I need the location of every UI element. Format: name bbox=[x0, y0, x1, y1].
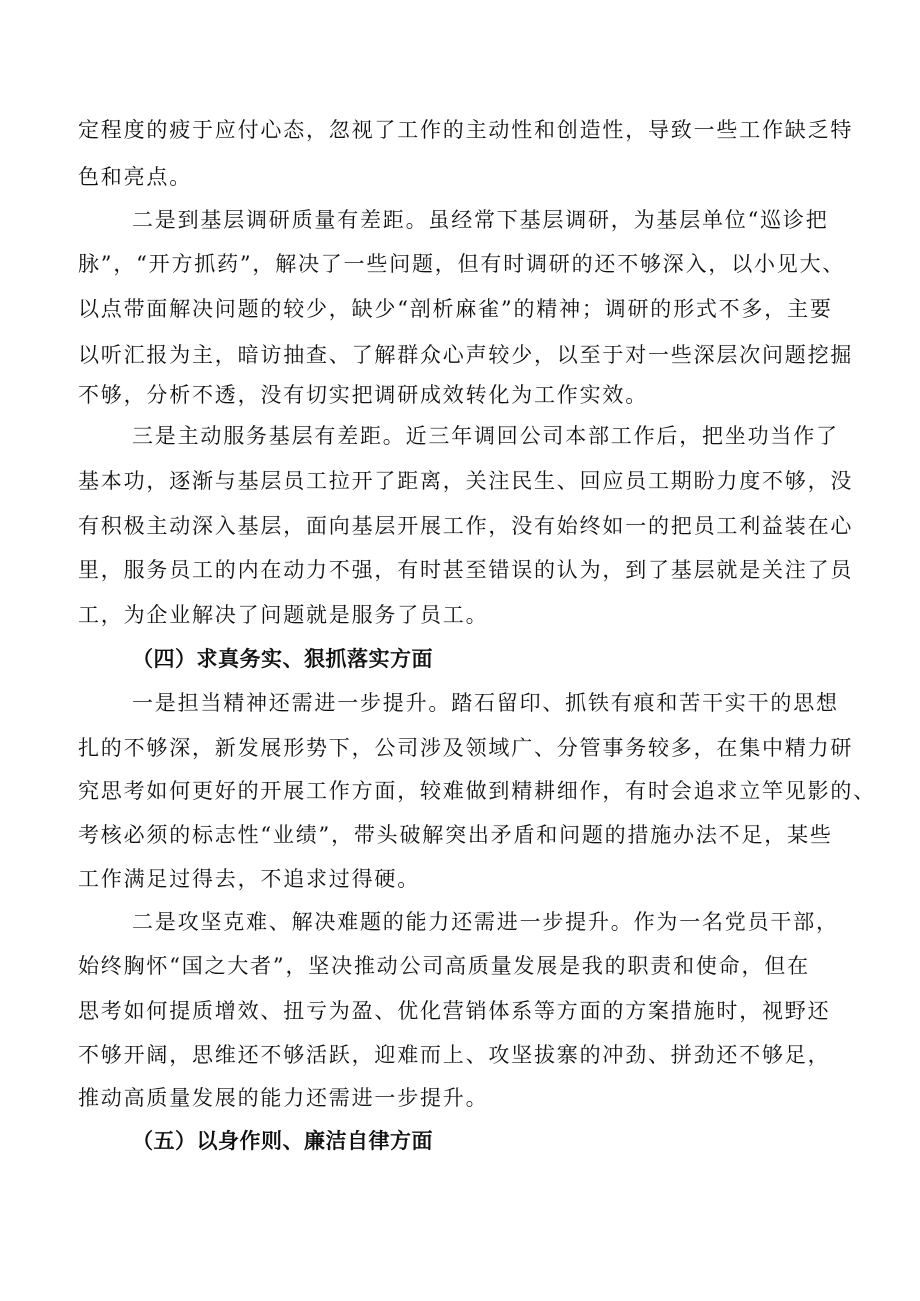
para5-line-1: 二是攻坚克难、解决难题的能力还需进一步提升。作为一名党员干部， bbox=[132, 910, 839, 934]
para5-line-3: 思考如何提质增效、扭亏为盈、优化营销体系等方面的方案措施时，视野还 bbox=[78, 999, 831, 1023]
para2-line-2: 脉”，“开方抓药”，解决了一些问题，但有时调研的还不够深入，以小见大、 bbox=[78, 252, 846, 276]
para1-line-2: 色和亮点。 bbox=[78, 165, 192, 189]
para2-line-3: 以点带面解决问题的较少，缺少“剖析麻雀”的精神；调研的形式不多，主要 bbox=[78, 297, 833, 321]
para5-line-5: 推动高质量发展的能力还需进一步提升。 bbox=[78, 1086, 489, 1110]
para4-line-1: 一是担当精神还需进一步提升。踏石留印、抓铁有痕和苦干实干的思想 bbox=[132, 691, 839, 715]
section-heading-4: （四）求真务实、狠抓落实方面 bbox=[132, 647, 433, 671]
para4-line-2: 扎的不够深，新发展形势下，公司涉及领域广、分管事务较多，在集中精力研 bbox=[78, 736, 854, 760]
para1-line-1: 定程度的疲于应付心态，忽视了工作的主动性和创造性，导致一些工作缺乏特 bbox=[78, 118, 854, 142]
para3-line-1: 三是主动服务基层有差距。近三年调回公司本部工作后，把坐功当作了 bbox=[132, 424, 839, 448]
para4-line-5: 工作满足过得去，不追求过得硬。 bbox=[78, 867, 420, 891]
para2-line-4: 以听汇报为主，暗访抽查、了解群众心声较少，以至于对一些深层次问题挖掘 bbox=[78, 343, 854, 367]
para3-line-4: 里，服务员工的内在动力不强，有时甚至错误的认为，到了基层就是关注了员 bbox=[78, 558, 854, 582]
para2-line-5: 不够，分析不透，没有切实把调研成效转化为工作实效。 bbox=[78, 383, 648, 407]
para3-line-3: 有积极主动深入基层，面向基层开展工作，没有始终如一的把员工利益装在心 bbox=[78, 514, 854, 538]
section-heading-5: （五）以身作则、廉洁自律方面 bbox=[132, 1129, 433, 1153]
para5-line-4: 不够开阔，思维还不够活跃，迎难而上、攻坚拔寨的冲劲、拼劲还不够足， bbox=[78, 1043, 831, 1067]
para4-line-4: 考核必须的标志性“业绩”，带头破解突出矛盾和问题的措施办法不足，某些 bbox=[78, 823, 833, 847]
para3-line-5: 工，为企业解决了问题就是服务了员工。 bbox=[78, 603, 489, 627]
para3-line-2: 基本功，逐渐与基层员工拉开了距离，关注民生、回应员工期盼力度不够，没 bbox=[78, 469, 854, 493]
para5-line-2: 始终胸怀“国之大者”，坚决推动公司高质量发展是我的职责和使命，但在 bbox=[78, 954, 810, 978]
para4-line-3: 究思考如何更好的开展工作方面，较难做到精耕细作，有时会追求立竿见影的、 bbox=[78, 779, 876, 803]
para2-line-1: 二是到基层调研质量有差距。虽经常下基层调研，为基层单位“巡诊把 bbox=[132, 208, 829, 232]
